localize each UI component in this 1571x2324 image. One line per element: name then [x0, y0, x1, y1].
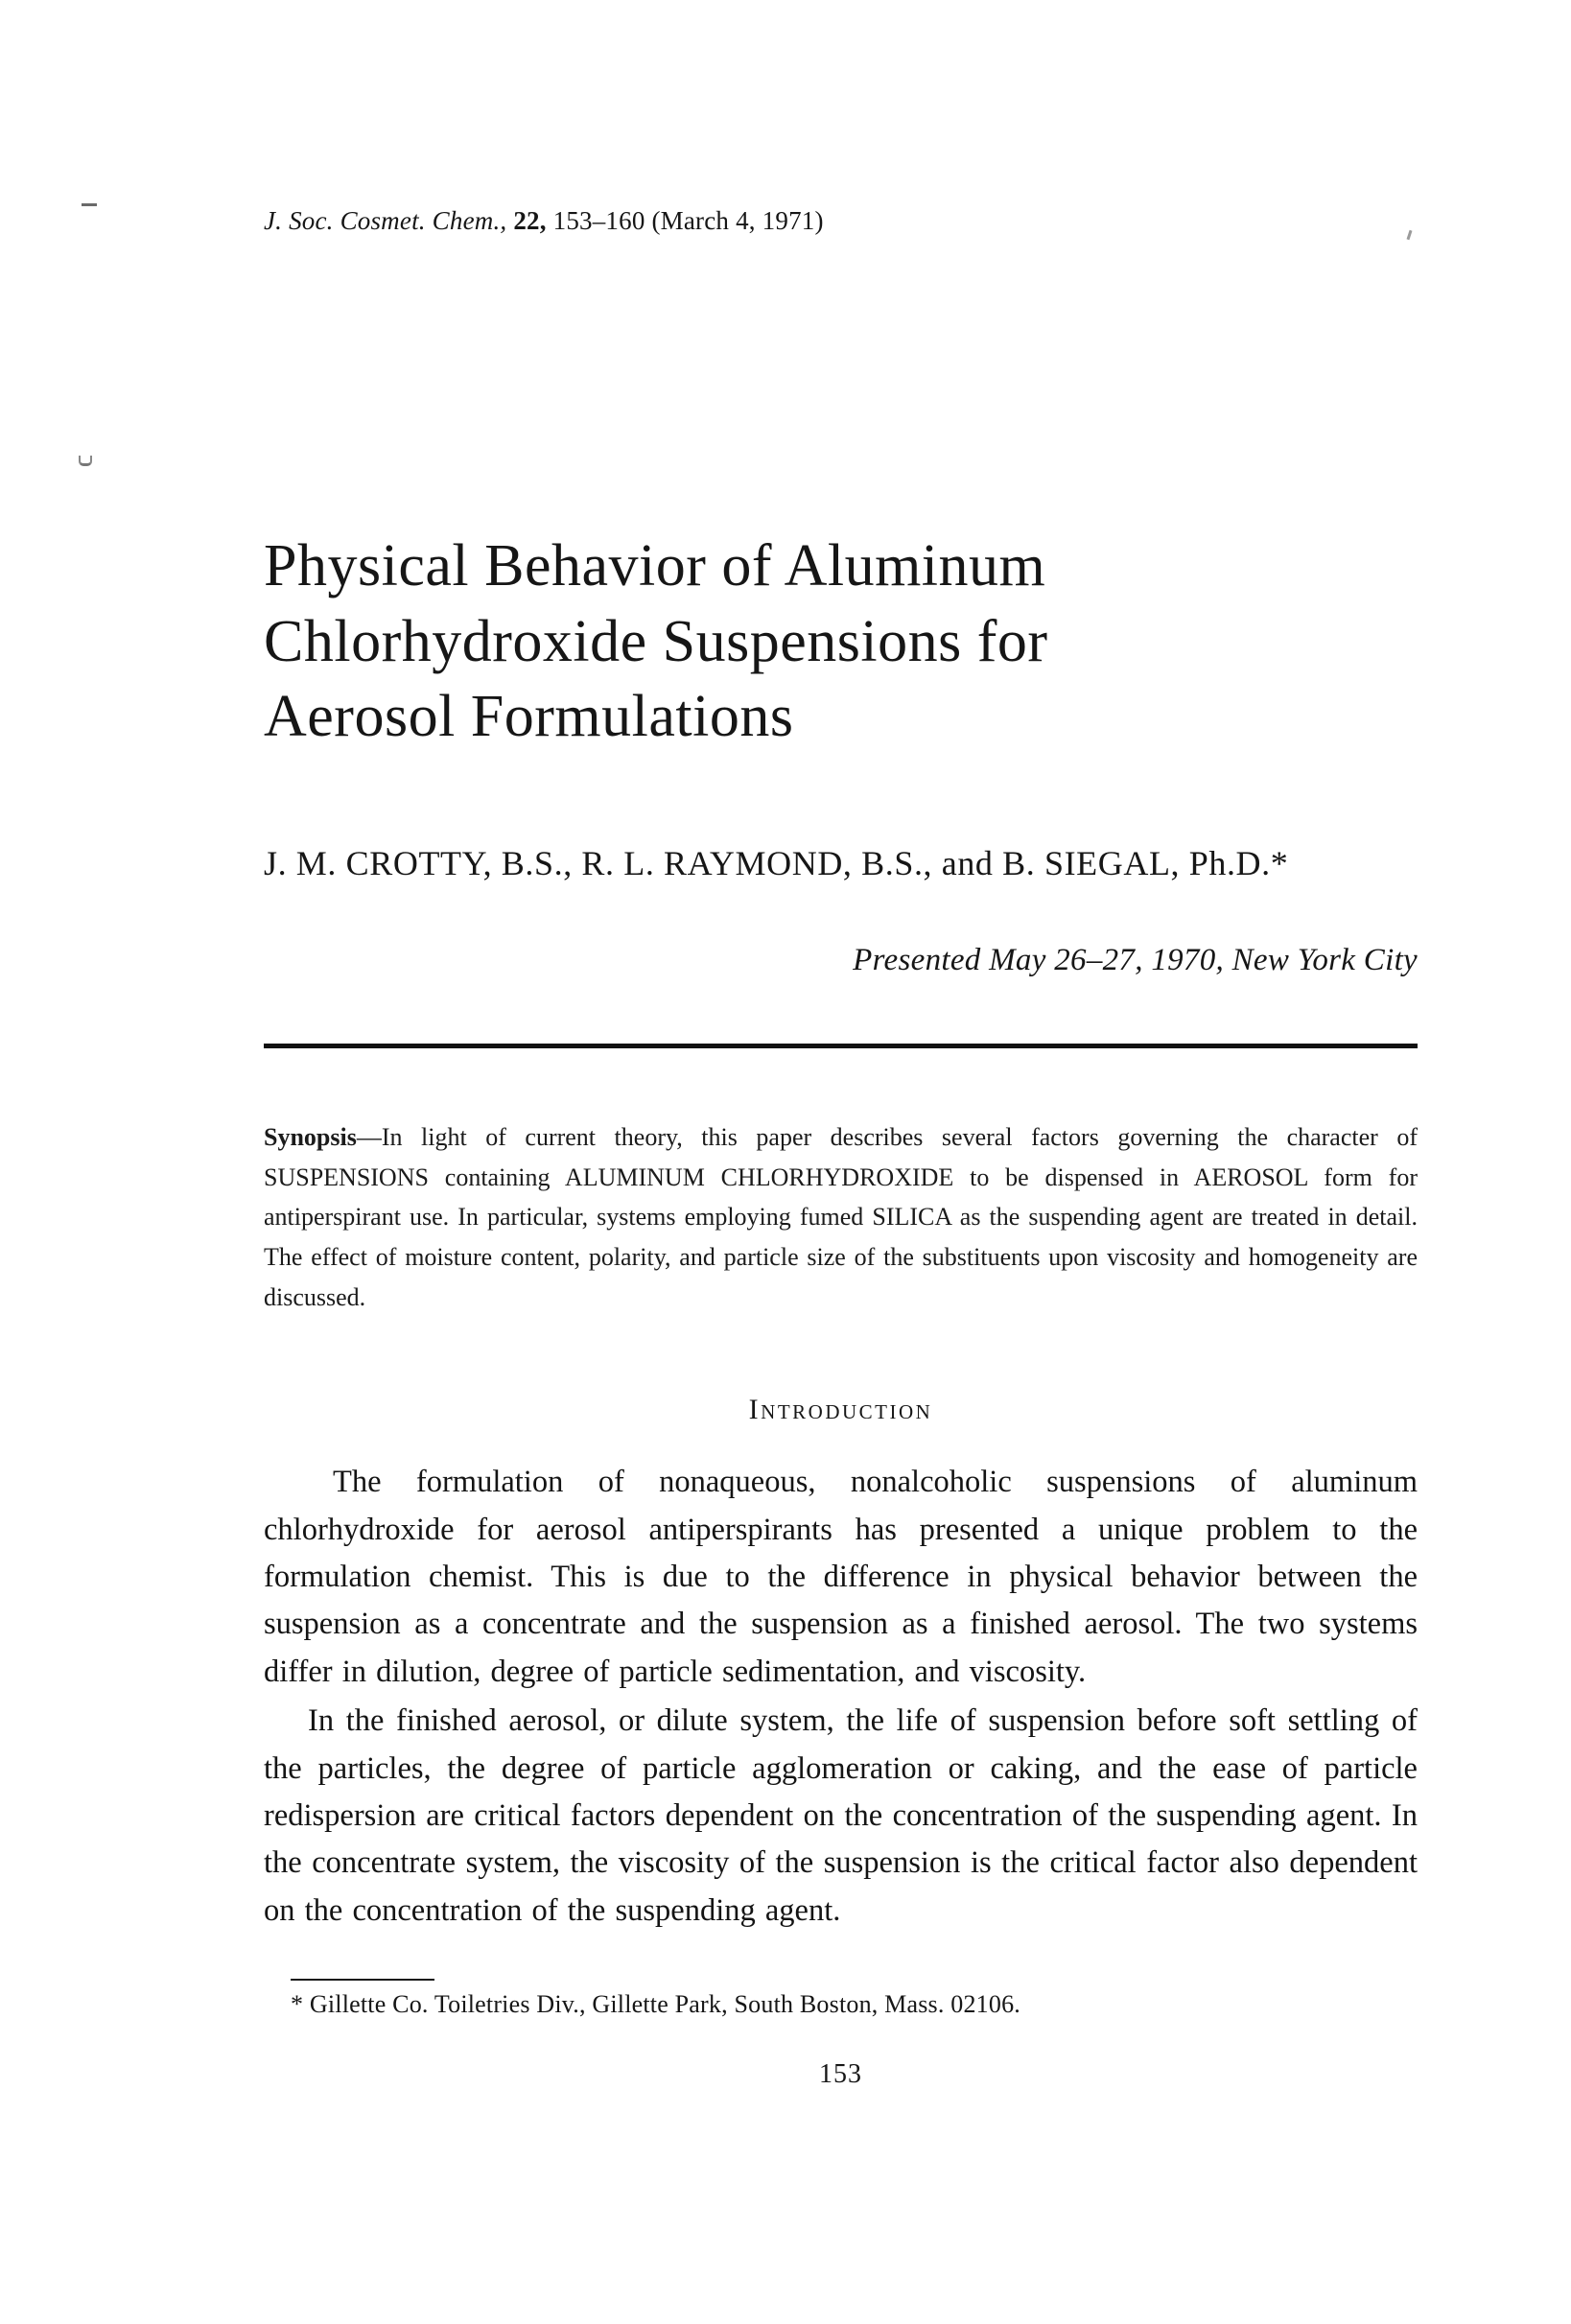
horizontal-rule [264, 1044, 1418, 1048]
footnote-text: * Gillette Co. Toiletries Div., Gillette Park, South Boston, Mass. 02106. [291, 1990, 1020, 2019]
presented-line: Presented May 26–27, 1970, New York City [853, 943, 1418, 978]
journal-pages-date: 153–160 (March 4, 1971) [552, 206, 824, 235]
page-number: 153 [819, 2059, 862, 2090]
authors-line: J. M. CROTTY, B.S., R. L. RAYMOND, B.S., and B. SIEGAL, Ph.D.* [264, 844, 1289, 883]
scan-artifact-dash [82, 203, 97, 206]
body-paragraph-1: The formulation of nonaqueous, nonalcoholic suspensions of aluminum chlorhydroxide for aerosol antiperspirants has presented a unique problem to the formulation chemist. This is due to the difference in physical behavior between the suspension as a concentrate and the suspension as a finished aerosol. The two systems differ in dilution, degree of particle sedimentation, and viscosity. [264, 1465, 1418, 1689]
title-line-1: Physical Behavior of Aluminum [264, 533, 1046, 599]
synopsis-paragraph [264, 1117, 1418, 1317]
journal-reference [264, 206, 1418, 236]
journal-volume: 22, [513, 206, 547, 235]
body-paragraph-2: In the finished aerosol, or dilute system, the life of suspension before soft settling of the particles, the degree of particle agglomeration or caking, and the ease of particle redispersion are critical factors dependent on the concentration of the suspending agent. In the concentrate system, the viscosity of the suspension is the critical factor also dependent on the concentration of the suspending agent. [264, 1703, 1418, 1928]
title-line-2: Chlorhydroxide Suspensions for [264, 608, 1048, 674]
scan-artifact-mark [79, 456, 92, 466]
synopsis-label: Synopsis [264, 1123, 357, 1152]
page-content [264, 206, 1418, 2090]
synopsis-body: —In light of current theory, this paper describes several factors governing the character of SUSPENSIONS containing ALUMINUM CHLORHYDROXIDE to be dispensed in AEROSOL form for antiperspirant use. In particular, systems employing fumed SILICA as the suspending agent are treated in detail. The effect of moisture content, polarity, and particle size of the substituents upon viscosity and homogeneity are discussed. [264, 1123, 1418, 1311]
journal-name: J. Soc. Cosmet. Chem., [264, 206, 507, 235]
article-title [264, 528, 1418, 755]
footnote-separator [291, 1979, 434, 1981]
section-heading-introduction: Introduction [748, 1394, 933, 1426]
title-line-3: Aerosol Formulations [264, 684, 794, 750]
